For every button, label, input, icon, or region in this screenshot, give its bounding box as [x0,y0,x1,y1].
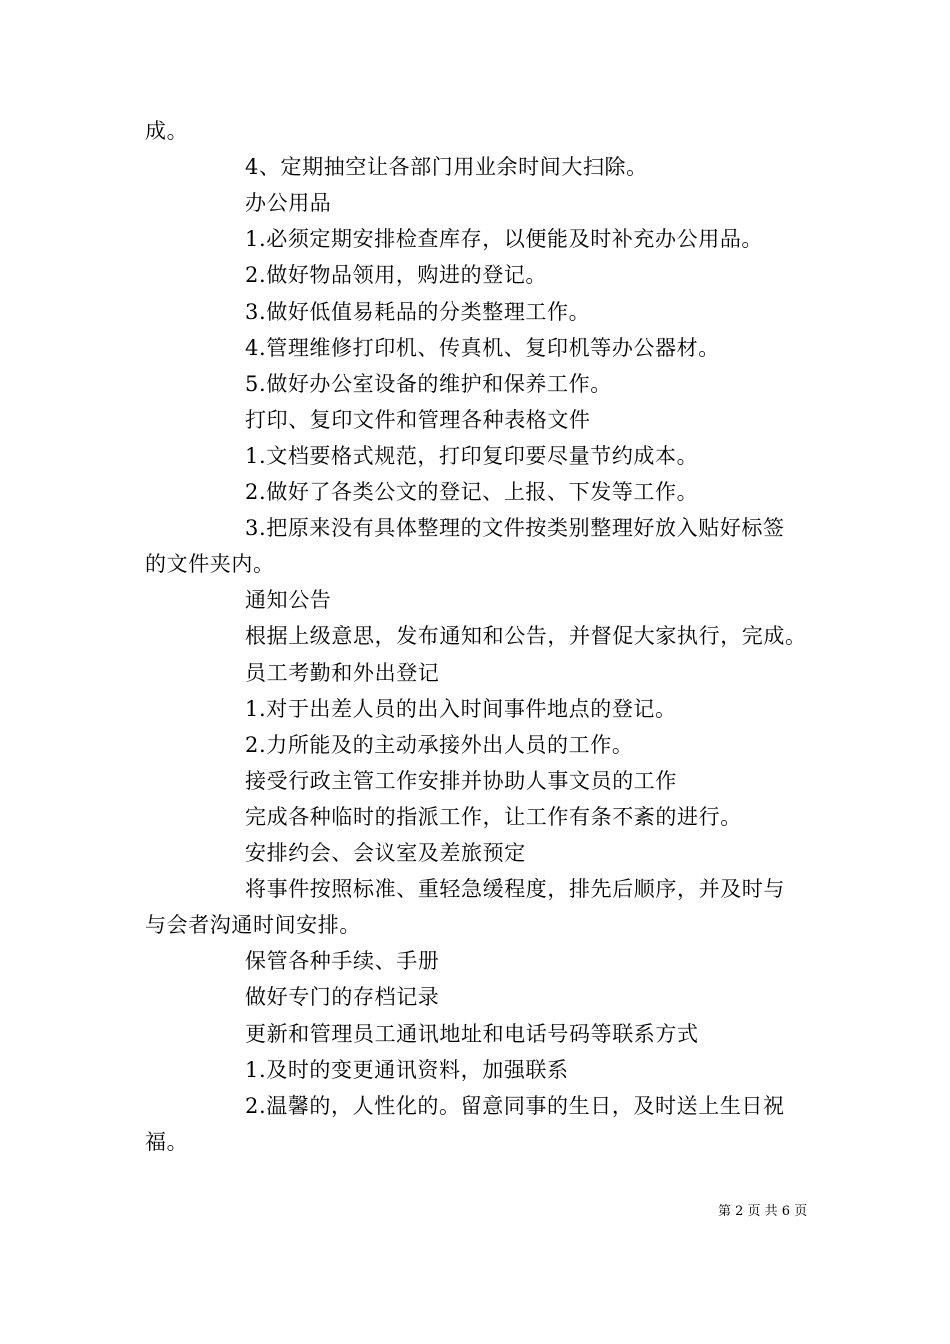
text-line: 1.及时的变更通讯资料，加强联系 [245,1058,569,1082]
text-line: 4、定期抽空让各部门用业余时间大扫除。 [245,155,648,179]
text-line: 4.管理维修打印机、传真机、复印机等办公器材。 [245,336,720,360]
text-line: 1.文档要格式规范，打印复印要尽量节约成本。 [245,444,699,468]
text-line: 与会者沟通时间安排。 [145,913,361,937]
text-line: 通知公告 [245,588,332,612]
text-line: 2.温馨的，人性化的。留意同事的生日，及时送上生日祝 [245,1094,785,1118]
text-line: 安排约会、会议室及差旅预定 [245,841,526,865]
text-line: 更新和管理员工通讯地址和电话号码等联系方式 [245,1022,699,1046]
text-line: 办公用品 [245,191,332,215]
text-line: 完成各种临时的指派工作，让工作有条不紊的进行。 [245,805,742,829]
text-line: 将事件按照标准、重轻急缓程度，排先后顺序，并及时与 [245,877,785,901]
text-line: 打印、复印文件和管理各种表格文件 [245,408,591,432]
text-line: 的文件夹内。 [145,552,275,576]
text-line: 1.对于出差人员的出入时间事件地点的登记。 [245,697,677,721]
text-line: 5.做好办公室设备的维护和保养工作。 [245,372,612,396]
text-line: 3.做好低值易耗品的分类整理工作。 [245,300,591,324]
text-line: 接受行政主管工作安排并协助人事文员的工作 [245,769,677,793]
text-line: 2.力所能及的主动承接外出人员的工作。 [245,733,634,757]
text-line: 福。 [145,1130,189,1154]
text-line: 2.做好物品领用，购进的登记。 [245,263,548,287]
text-line: 1.必须定期安排检查库存，以便能及时补充办公用品。 [245,227,764,251]
text-line: 做好专门的存档记录 [245,985,440,1009]
text-line: 根据上级意思，发布通知和公告，并督促大家执行，完成。 [245,624,807,648]
text-line: 保管各种手续、手册 [245,949,440,973]
text-line: 2.做好了各类公文的登记、上报、下发等工作。 [245,480,699,504]
text-line: 员工考勤和外出登记 [245,661,440,685]
page-number-footer: 第 2 页 共 6 页 [718,1204,808,1219]
text-line: 3.把原来没有具体整理的文件按类别整理好放入贴好标签 [245,516,785,540]
text-line: 成。 [145,119,189,143]
